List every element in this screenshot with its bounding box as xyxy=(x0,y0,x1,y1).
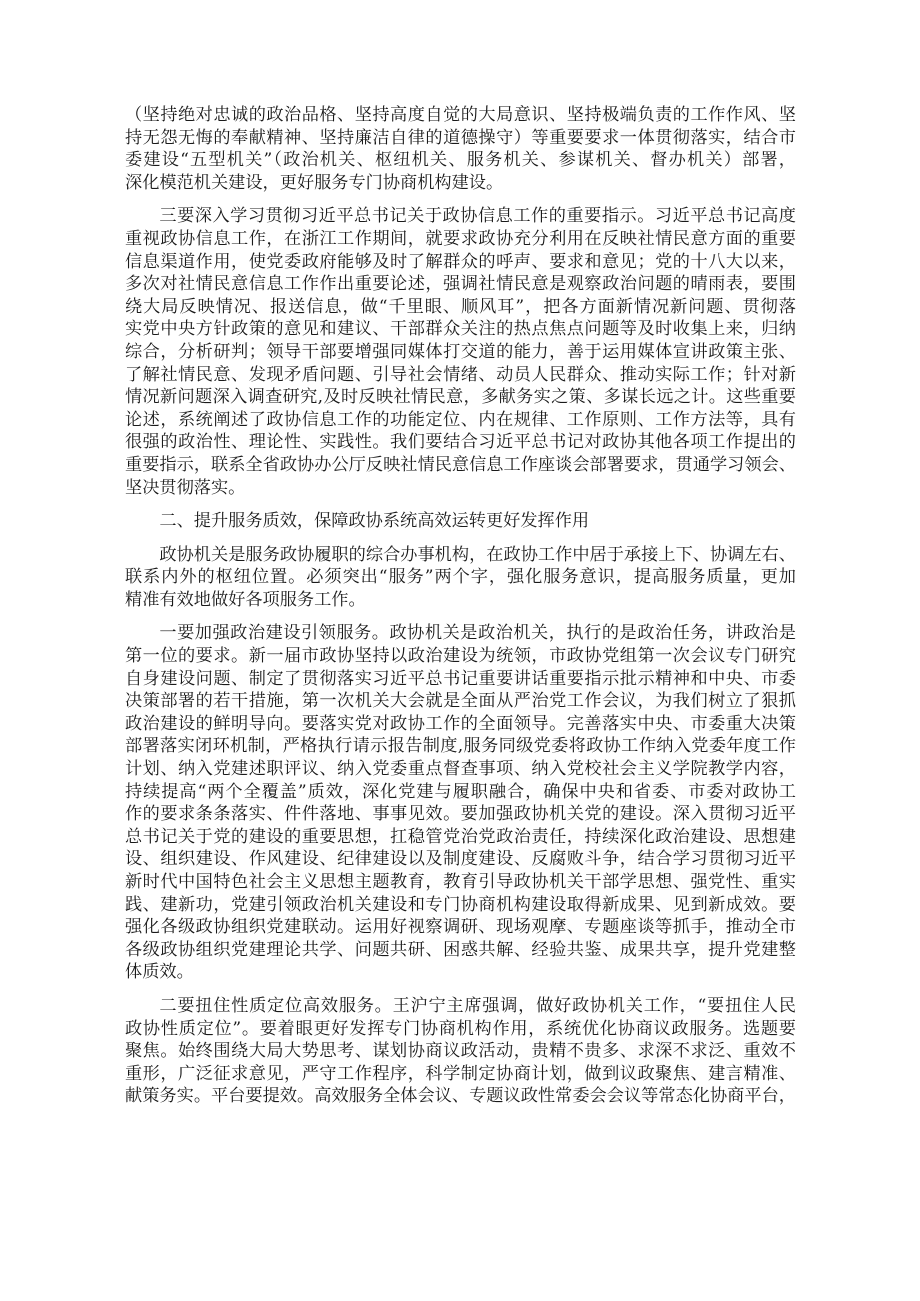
text-line: 体质效。 xyxy=(125,962,194,983)
body-paragraph xyxy=(125,622,796,984)
text-line: 政协性质定位”。要着眼更好发挥专门协商机构作用，系统优化协商议政服务。选题要 xyxy=(125,1018,796,1039)
text-line: 多次对社情民意信息工作作出重要论述，强调社情民意是观察政治问题的晴雨表，要围 xyxy=(125,274,796,295)
text-line: 重视政协信息工作，在浙江工作期间，就要求政协充分利用在反映社情民意方面的重要 xyxy=(125,228,796,249)
text-line: 一要加强政治建设引领服务。政协机关是政治机关，执行的是政治任务，讲政治是 xyxy=(159,623,796,644)
text-line: 信息渠道作用，使党委政府能够及时了解群众的呼声、要求和意见；党的十八大以来， xyxy=(125,251,796,272)
text-line: 二、提升服务质效，保障政协系统高效运转更好发挥作用 xyxy=(159,511,590,532)
section-heading xyxy=(125,510,796,533)
text-line: 精准有效地做好各项服务工作。 xyxy=(125,589,366,610)
text-line: 二要扭住性质定位高效服务。王沪宁主席强调，做好政协机关工作，“要扭住人民 xyxy=(159,995,796,1016)
text-line: 总书记关于党的建设的重要思想，扛稳管党治党政治责任，持续深化政治建设、思想建 xyxy=(125,826,796,847)
text-line: 重形，广泛征求意见，严守工作程序，科学制定协商计划，做到议政聚焦、建言精准、 xyxy=(125,1063,796,1084)
body-paragraph xyxy=(125,544,796,612)
text-line: 联系内外的枢纽位置。必须突出“服务”两个字，强化服务意识，提高服务质量，更加 xyxy=(125,567,796,588)
text-line: 政协机关是服务政协履职的综合办事机构，在政协工作中居于承接上下、协调左右、 xyxy=(159,544,796,565)
text-line: 深化模范机关建设，更好服务专门协商机构建设。 xyxy=(125,172,504,193)
text-line: 践、建新功，党建引领政治机关建设和专门协商机构建设取得新成果、见到新成效。要 xyxy=(125,894,796,915)
body-paragraph xyxy=(125,995,796,1108)
text-line: 作的要求条条落实、件件落地、事事见效。要加强政协机关党的建设。深入贯彻习近平 xyxy=(125,804,796,825)
text-line: 计划、纳入党建述职评议、纳入党委重点督查事项、纳入党校社会主义学院教学内容， xyxy=(125,759,796,780)
body-paragraph xyxy=(125,104,796,194)
text-line: 实党中央方针政策的意见和建议、干部群众关注的热点焦点问题等及时收集上来，归纳 xyxy=(125,319,796,340)
text-line: 部署落实闭环机制，严格执行请示报告制度,服务同级党委将政协工作纳入党委年度工作 xyxy=(125,736,796,757)
text-line: （坚持绝对忠诚的政治品格、坚持高度自觉的大局意识、坚持极端负责的工作作风、坚 xyxy=(125,105,796,125)
text-line: 决策部署的若干措施，第一次机关大会就是全面从严治党工作会议，为我们树立了狠抓 xyxy=(125,691,796,712)
text-line: 坚决贯彻落实。 xyxy=(125,477,246,498)
text-line: 献策务实。平台要提效。高效服务全体会议、专题议政性常委会会议等常态化协商平台， xyxy=(125,1086,796,1107)
text-line: 持无怨无悔的奉献精神、坚持廉洁自律的道德操守）等重要要求一体贯彻落实，结合市 xyxy=(125,127,796,148)
text-line: 聚焦。始终围绕大局大势思考、谋划协商议政活动，贵精不贵多、求深不求泛、重效不 xyxy=(125,1041,796,1062)
text-line: 自身建设问题、制定了贯彻落实习近平总书记重要讲话重要指示批示精神和中央、市委 xyxy=(125,668,796,689)
text-line: 三要深入学习贯彻习近平总书记关于政协信息工作的重要指示。习近平总书记高度 xyxy=(159,206,796,227)
text-line: 很强的政治性、理论性、实践性。我们要结合习近平总书记对政协其他各项工作提出的 xyxy=(125,432,796,453)
text-line: 第一位的要求。新一届市政协坚持以政治建设为统领，市政协党组第一次会议专门研究 xyxy=(125,646,796,667)
text-line: 综合，分析研判；领导干部要增强同媒体打交道的能力，善于运用媒体宣讲政策主张、 xyxy=(125,341,796,362)
text-line: 各级政协组织党建理论共学、问题共研、困惑共解、经验共鉴、成果共享，提升党建整 xyxy=(125,939,796,960)
text-line: 强化各级政协组织党建联动。运用好视察调研、现场观摩、专题座谈等抓手，推动全市 xyxy=(125,917,796,938)
document-page xyxy=(125,104,796,1119)
text-line: 绕大局反映情况、报送信息，做“千里眼、顺风耳”，把各方面新情况新问题、贯彻落 xyxy=(125,296,796,317)
text-line: 新时代中国特色社会主义思想主题教育，教育引导政协机关干部学思想、强党性、重实 xyxy=(125,872,796,892)
text-line: 政治建设的鲜明导向。要落实党对政协工作的全面领导。完善落实中央、市委重大决策 xyxy=(125,713,796,734)
text-line: 设、组织建设、作风建设、纪律建设以及制度建设、反腐败斗争，结合学习贯彻习近平 xyxy=(125,849,796,870)
text-line: 委建设“五型机关”（政治机关、枢纽机关、服务机关、参谋机关、督办机关）部署， xyxy=(125,150,796,171)
text-line: 持续提高“两个全覆盖”质效，深化党建与履职融合，确保中央和省委、市委对政协工 xyxy=(125,781,796,802)
text-line: 了解社情民意、发现矛盾问题、引导社会情绪、动员人民群众、推动实际工作；针对新 xyxy=(125,364,796,385)
text-line: 论述，系统阐述了政协信息工作的功能定位、内在规律、工作原则、工作方法等，具有 xyxy=(125,409,796,430)
text-line: 情况新问题深入调查研究,及时反映社情民意，多献务实之策、多谋长远之计。这些重要 xyxy=(125,387,796,408)
text-line: 重要指示，联系全省政协办公厅反映社情民意信息工作座谈会部署要求，贯通学习领会、 xyxy=(125,454,796,475)
body-paragraph xyxy=(125,205,796,499)
